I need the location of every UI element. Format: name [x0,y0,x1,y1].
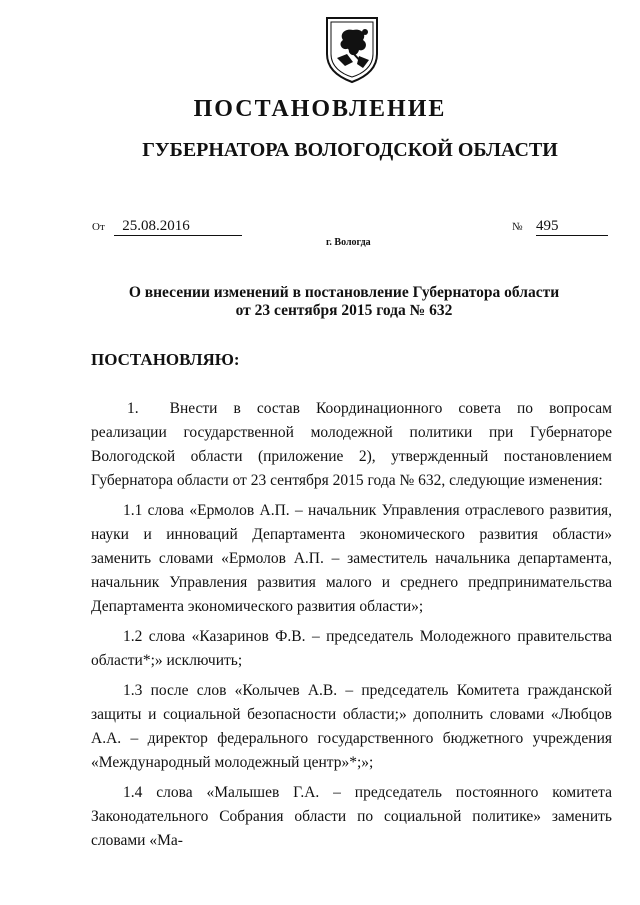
date-field [92,218,242,236]
paragraph-1-2: 1.2 слова «Казаринов Ф.В. – председатель Молодежного правительства области*;» исключить; [91,628,612,669]
document-body [91,397,612,859]
paragraph-1-4: 1.4 слова «Малышев Г.А. – председатель постоянного комитета Законодательного Собрания области по социальной политике» заменить словами «Ма- [91,784,612,849]
document-subtitle: ГУБЕРНАТОРА ВОЛОГОДСКОЙ ОБЛАСТИ [142,139,558,161]
city-label: г. Вологда [326,237,371,248]
document-subject [70,284,618,320]
date-value: 25.08.2016 [114,218,242,236]
paragraph-1-1: 1.1 слова «Ермолов А.П. – начальник Управления отраслевого развития, науки и инноваций Департамента экономического развития области» заменить словами «Ермолов А.П. – заместитель начальника департамента, начальник Управления развития малого и среднего предпринимательства Департамента экономического развития области»; [91,502,612,615]
date-prefix: От [92,221,105,233]
number-field [512,218,608,236]
resolve-heading: ПОСТАНОВЛЯЮ: [91,350,240,369]
paragraph-1-3: 1.3 после слов «Колычев А.В. – председатель Комитета гражданской защиты и социальной безопасности области;» дополнить словами «Любцов А.А. – директор федерального государственного бюджетного учреждения «Международный молодежный центр»*;»; [91,682,612,771]
number-prefix: № [512,221,523,233]
paragraph-1: 1. Внести в состав Координационного совета по вопросам реализации государственной молодежной политики при Губернаторе Вологодской области (приложение 2), утвержденный постановлением Губернатора области от 23 сентября 2015 года № 632, следующие изменения: [91,400,612,489]
subject-line-1: О внесении изменений в постановление Губернатора области [128,284,560,301]
vologda-coat-of-arms-icon [323,14,381,84]
number-value: 495 [536,218,608,236]
subject-line-2: от 23 сентября 2015 года № 632 [235,302,453,319]
document-title: ПОСТАНОВЛЕНИЕ [193,96,447,122]
